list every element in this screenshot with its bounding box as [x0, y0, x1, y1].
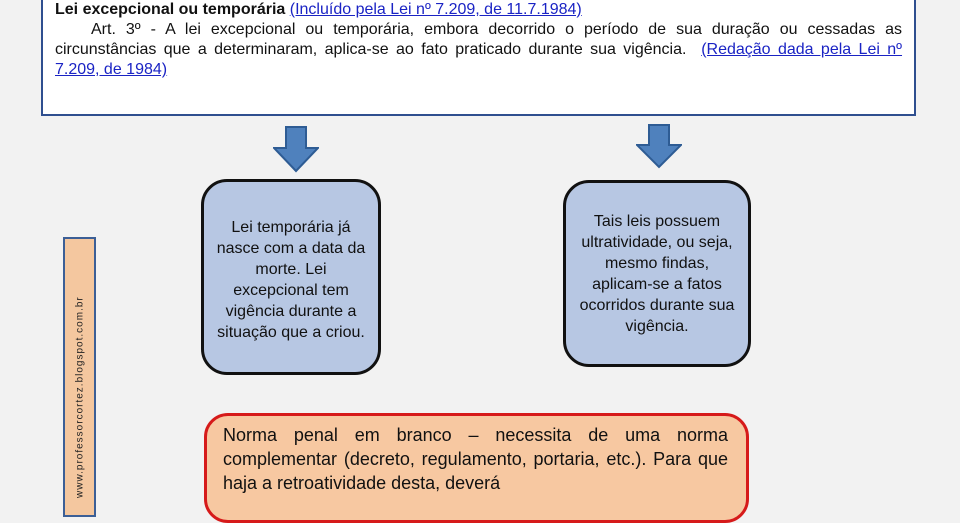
article-link[interactable]: (Redação dada pela Lei nº 7.209, de 1984): [55, 41, 903, 78]
law-title: Lei excepcional ou temporária: [55, 1, 286, 18]
down-arrow-icon: [636, 124, 682, 169]
ultractivity-text: Tais leis possuem ultratividade, ou seja, mesmo findas, aplicam-se a fatos ocorridos durante sua vigência.: [579, 212, 735, 335]
law-title-line: [55, 0, 902, 20]
blank-penal-norm-text: Norma penal em branco – necessita de uma norma complementar (decreto, regulamento, portaria, etc.). Para que haja a retroatividade desta, deverá: [223, 425, 728, 493]
blog-watermark-strip: [63, 237, 96, 517]
temporary-law-bubble: [201, 179, 381, 375]
blank-penal-norm-box: [204, 413, 749, 523]
temporary-law-text: Lei temporária já nasce com a data da morte. Lei excepcional tem vigência durante a situação que a criou.: [216, 219, 366, 341]
ultractivity-bubble: [563, 180, 751, 367]
law-excerpt-box: [41, 0, 916, 116]
down-arrow-icon: [273, 126, 319, 173]
blog-url: www.professorcortez.blogspot.com.br: [74, 296, 85, 498]
article-paragraph: [55, 20, 902, 80]
law-title-link[interactable]: (Incluído pela Lei nº 7.209, de 11.7.1984): [289, 1, 582, 18]
article-text: Art. 3º - A lei excepcional ou temporária, embora decorrido o período de sua duração ou cessadas as circunstâncias que a determinaram, aplica-se ao fato praticado durante sua vigência.: [55, 21, 902, 58]
